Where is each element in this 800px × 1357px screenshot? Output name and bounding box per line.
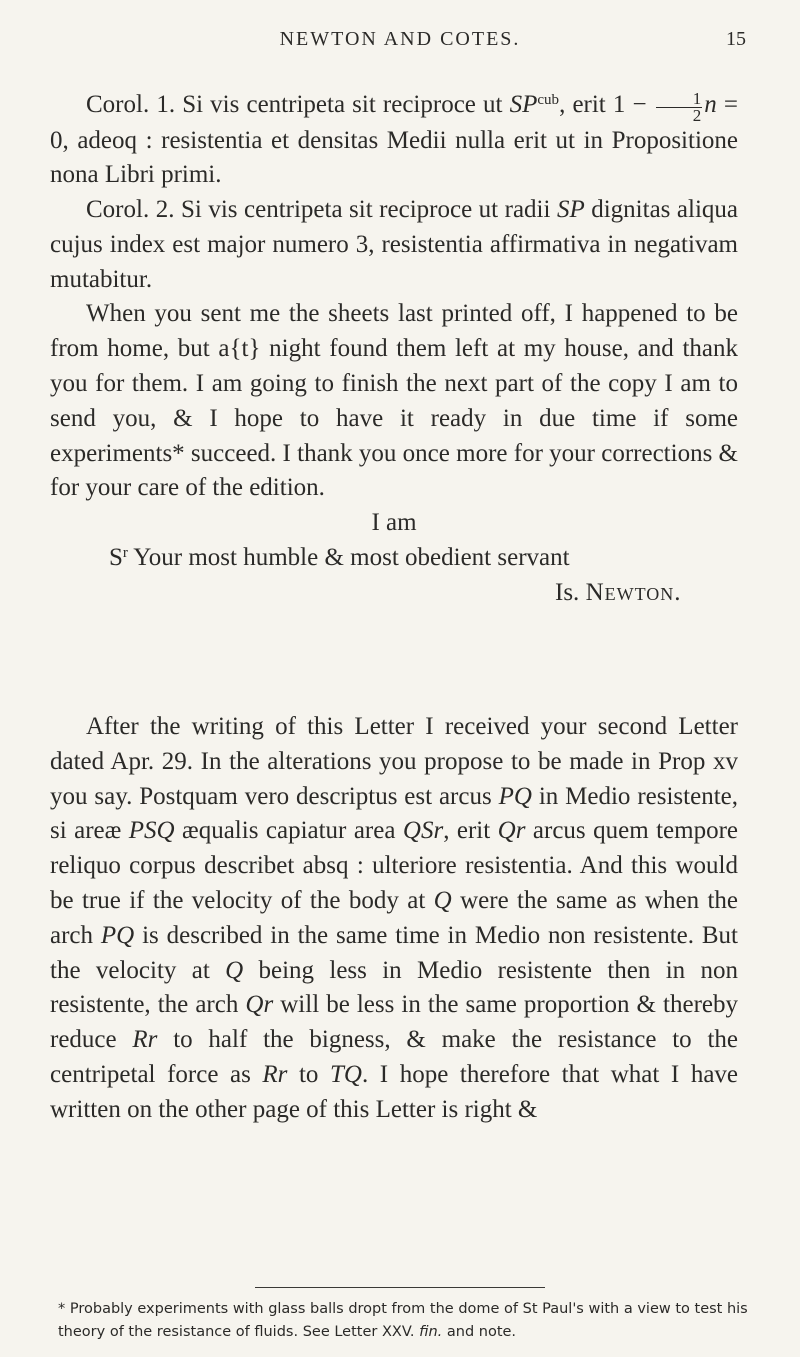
signature: Is. Newton. (555, 578, 682, 606)
closing-salutation: $S^r$ Your most humble & most obedient servant (109, 544, 570, 572)
footnote: * Probably experiments with glass balls dropt from the dome of St Paul's with a view to test his theory of the resistance of fluids. See Letter XXV. fin. and note. (58, 1301, 748, 1340)
closing-i-am: I am (371, 509, 417, 537)
running-title: NEWTON AND COTES. (279, 28, 521, 50)
corollary-2-label: Corol. 2. (86, 196, 175, 224)
footnote-divider (255, 1287, 545, 1288)
page-header (0, 20, 800, 60)
editorial-paragraph: After the writing of this Letter I received your second Letter dated Apr. 29. In the alterations you propose to be made in Prop xv you say. Postquam vero descriptus est arcus PQ in Medio resistente, si areæ PSQ æqualis capiatur area QSr, erit Qr arcus quem tempore reliquo corpus describet absq : ulteriore resistentia. And this would be true if the velocity of the body at Q were the same as when the arch PQ is described in the same time in Medio non resistente. But the velocity at Q being less in Medio resistente then in non resistente, the arch Qr will be less in the same proportion & thereby reduce Rr to half the bigness, & make the resistance to the centripetal force as Rr to TQ. I hope therefore that what I have written on the other page of this Letter is right & (50, 713, 739, 1123)
fraction-one-half: $\frac{1}{2}$ (656, 91, 703, 124)
editorial-note (50, 710, 738, 1128)
letter-paragraph: When you sent me the sheets last printed off, I happened to be from home, but a{t} night found them left at my house, and thank you for them. I am going to finish the next part of the copy I am to send you, & I hope to have it ready in due time if some experiments* succeed. I thank you once more for your corrections & for your care of the edition. (50, 300, 738, 502)
sp-symbol: SP (509, 91, 538, 118)
corollary-1-paragraph: Corol. 1. Si vis centripeta sit reciproce ut $SP^{cub}$, erit 1 − $\frac{1}{2}$ n = 0, adeoq : resistentia et densitas Medii nulla erit ut in Propositione nona Libri primi. (50, 88, 738, 189)
corollary-2-paragraph: Corol. 2. Si vis centripeta sit reciproce ut radii SP dignitas aliqua cujus index est major numero 3, resistentia affirmativa in negativam mutabitur. (50, 196, 738, 293)
corollary-1-label: Corol. 1. (86, 91, 176, 118)
page-number: 15 (726, 28, 746, 50)
letter-body (50, 88, 738, 611)
